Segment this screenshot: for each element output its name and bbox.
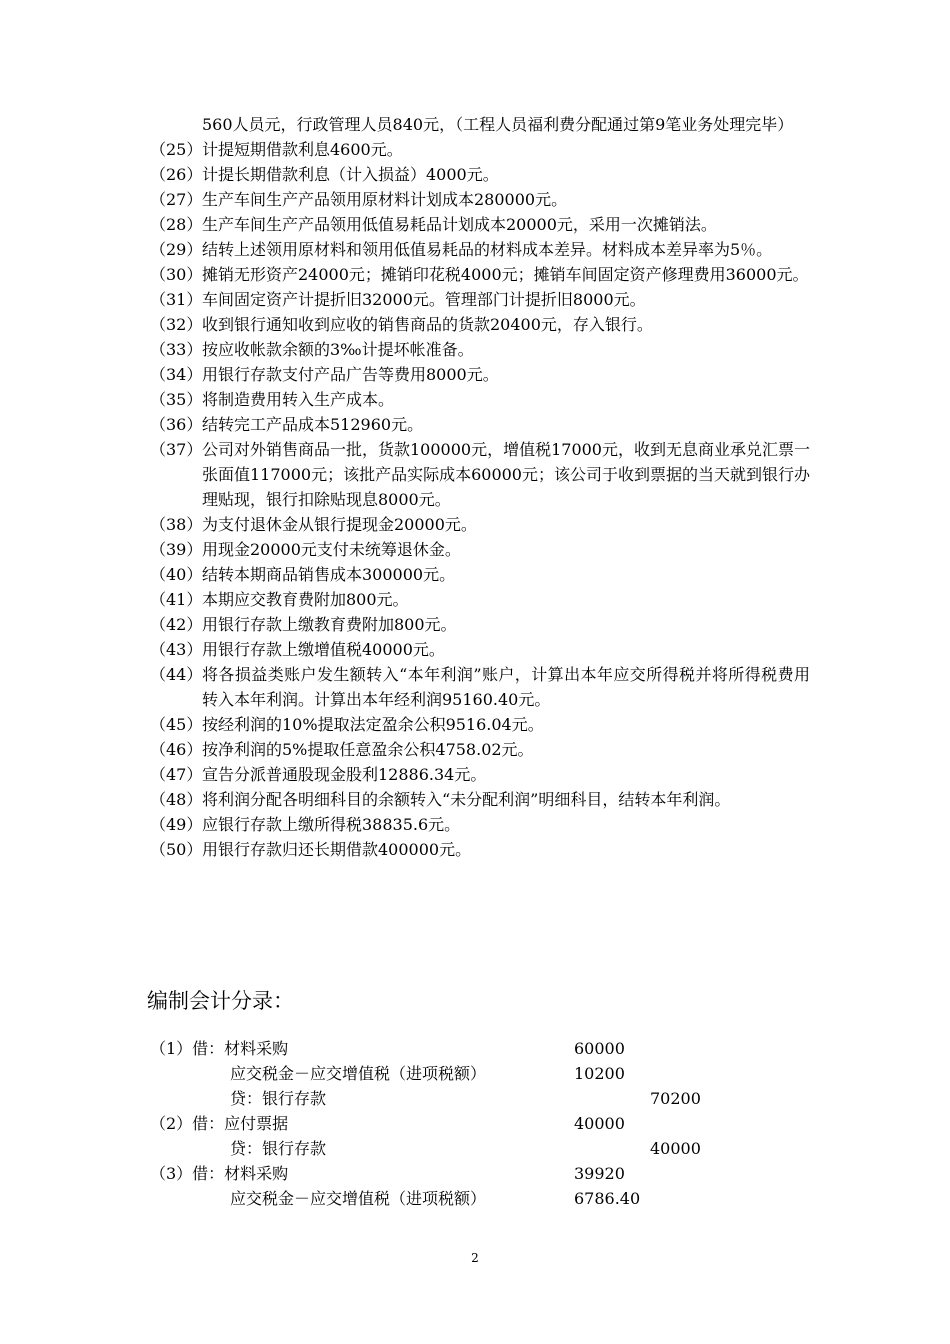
item-number: （37） [150,440,203,459]
list-item [150,112,810,137]
entry-debit-amount: 6786.40 [574,1189,641,1208]
list-item [150,137,810,162]
list-item [150,212,810,237]
item-text: 结转本期商品销售成本300000元。 [202,565,456,584]
list-item [150,412,810,437]
item-text: 用银行存款归还长期借款400000元。 [202,840,472,859]
list-item [150,162,810,187]
list-item [150,762,810,787]
entry-account: 贷：银行存款 [230,1139,327,1158]
journal-entry-row [150,1061,750,1086]
item-text: 公司对外销售商品一批，货款100000元，增值税17000元，收到无息商业承兑汇票一张面值117000元；该批产品实际成本60000元；该公司于收到票据的当天就到银行办理贴现，银行扣除贴现息8000元。 [202,440,810,509]
item-number: （44） [150,665,203,684]
entry-credit-amount: 70200 [650,1089,701,1108]
journal-entry-row [150,1186,750,1211]
entry-debit-amount: 60000 [574,1039,625,1058]
list-item [150,262,810,287]
item-number: （45） [150,715,203,734]
item-text: 计提短期借款利息4600元。 [202,140,403,159]
entry-debit-amount: 40000 [574,1114,625,1133]
journal-entry-row [150,1086,750,1111]
item-text: 按应收帐款余额的3‰计提坏帐准备。 [202,340,474,359]
item-number: （39） [150,540,203,559]
item-number: （41） [150,590,203,609]
item-text: 收到银行通知收到应收的销售商品的货款20400元，存入银行。 [202,315,653,334]
list-item [150,187,810,212]
item-text: 本期应交教育费附加800元。 [202,590,409,609]
entry-account: 应交税金－应交增值税（进项税额） [230,1189,487,1208]
entry-account: 贷：银行存款 [230,1089,327,1108]
item-number: （46） [150,740,203,759]
list-item [150,737,810,762]
item-number: （48） [150,790,203,809]
item-text: 计提长期借款利息（计入损益）4000元。 [202,165,499,184]
list-item [150,512,810,537]
item-text: 宣告分派普通股现金股利12886.34元。 [202,765,487,784]
list-item [150,637,810,662]
entry-debit-amount: 10200 [574,1064,625,1083]
list-item [150,337,810,362]
item-number: （42） [150,615,203,634]
item-number: （26） [150,165,203,184]
item-text: 将各损益类账户发生额转入“本年利润”账户，计算出本年应交所得税并将所得税费用转入本年利润。计算出本年经利润95160.40元。 [202,665,810,709]
item-text: 生产车间生产产品领用原材料计划成本280000元。 [202,190,568,209]
list-item [150,237,810,262]
list-item [150,837,810,862]
item-text: 结转上述领用原材料和领用低值易耗品的材料成本差异。材料成本差异率为5％。 [202,240,773,259]
entry-debit-amount: 39920 [574,1164,625,1183]
entry-account: 应交税金－应交增值税（进项税额） [230,1064,487,1083]
item-number: （50） [150,840,203,859]
list-item [150,362,810,387]
item-number: （28） [150,215,203,234]
journal-entry-row [150,1036,750,1061]
item-number: （49） [150,815,203,834]
list-item [150,437,810,512]
list-item [150,287,810,312]
item-text: 为支付退休金从银行提现金20000元。 [202,515,477,534]
item-number: （43） [150,640,203,659]
item-number: （25） [150,140,203,159]
item-text: 用银行存款上缴增值税40000元。 [202,640,445,659]
item-text: 应银行存款上缴所得税38835.6元。 [202,815,461,834]
list-item [150,587,810,612]
list-item [150,787,810,812]
list-item [150,312,810,337]
list-item [150,662,810,712]
list-item [150,562,810,587]
item-text: 按净利润的5%提取任意盈余公积4758.02元。 [202,740,534,759]
list-item [150,612,810,637]
item-number: （33） [150,340,203,359]
item-number: （30） [150,265,203,284]
item-number [150,112,202,137]
item-number: （29） [150,240,203,259]
item-text: 将利润分配各明细科目的余额转入“未分配利润”明细科目，结转本年利润。 [202,790,731,809]
item-number: （35） [150,390,203,409]
item-number: （32） [150,315,203,334]
item-number: （27） [150,190,203,209]
list-item [150,387,810,412]
list-item [150,812,810,837]
item-text: 车间固定资产计提折旧32000元。管理部门计提折旧8000元。 [202,290,646,309]
item-number: （36） [150,415,203,434]
item-text: 结转完工产品成本512960元。 [202,415,424,434]
item-number: （34） [150,365,203,384]
item-number: （40） [150,565,203,584]
item-text: 用银行存款上缴教育费附加800元。 [202,615,457,634]
item-text: 用银行存款支付产品广告等费用8000元。 [202,365,499,384]
entry-account: （3）借：材料采购 [150,1164,289,1183]
item-number: （38） [150,515,203,534]
item-text: 560人员元，行政管理人员840元，（工程人员福利费分配通过第9笔业务处理完毕） [202,115,794,134]
section-heading: 编制会计分录： [147,989,294,1013]
list-item [150,712,810,737]
journal-entry-row [150,1136,750,1161]
item-text: 用现金20000元支付未统筹退休金。 [202,540,461,559]
item-text: 生产车间生产产品领用低值易耗品计划成本20000元，采用一次摊销法。 [202,215,717,234]
business-items-list [150,112,810,862]
journal-entry-row [150,1111,750,1136]
item-text: 摊销无形资产24000元；摊销印花税4000元；摊销车间固定资产修理费用36000元。 [202,265,809,284]
journal-entry-row [150,1161,750,1186]
item-number: （47） [150,765,203,784]
item-text: 将制造费用转入生产成本。 [202,390,395,409]
page-number: 2 [471,1251,479,1265]
list-item [150,537,810,562]
journal-entries [150,1036,750,1211]
entry-account: （2）借：应付票据 [150,1114,289,1133]
entry-credit-amount: 40000 [650,1139,701,1158]
item-number: （31） [150,290,203,309]
entry-account: （1）借：材料采购 [150,1039,289,1058]
item-text: 按经利润的10%提取法定盈余公积9516.04元。 [202,715,544,734]
